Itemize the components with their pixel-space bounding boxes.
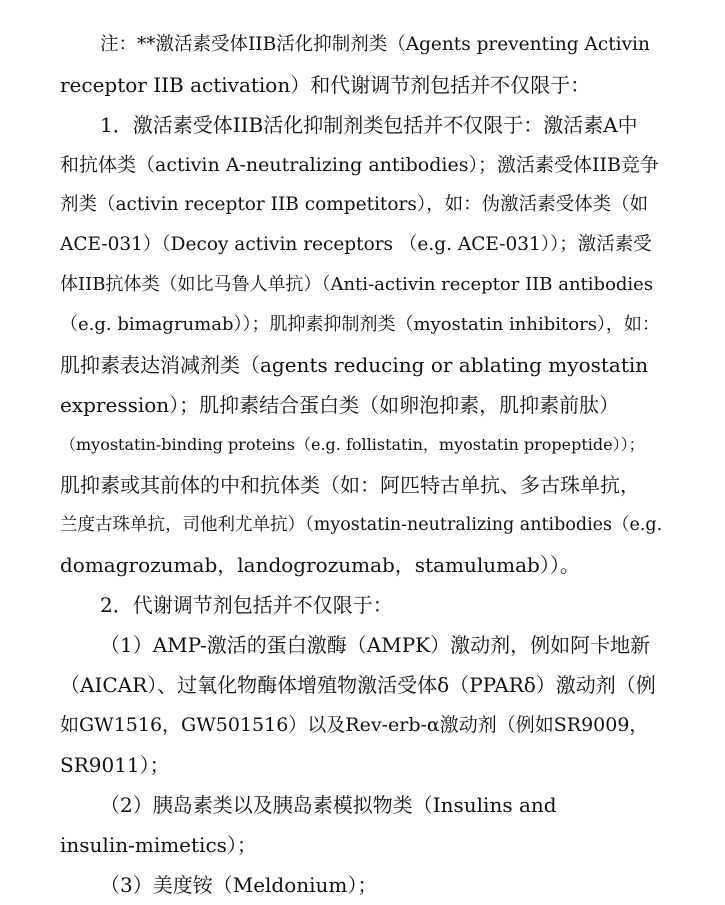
text-line: SR9011）； (60, 753, 170, 777)
text-line: expression）；肌抑素结合蛋白类（如卵泡抑素，肌抑素前肽） (60, 393, 620, 417)
text-line: 肌抑素或其前体的中和抗体类（如：阿匹特古单抗、多古珠单抗， (60, 473, 640, 497)
text-line: insulin-mimetics）； (60, 833, 257, 857)
text-line: （2）胰岛素类以及胰岛素模拟物类（Insulins and (100, 793, 557, 817)
text-line: （e.g. bimagrumab））；肌抑素抑制剂类（myostatin inhibitors），如： (60, 314, 660, 335)
text-line: 肌抑素表达消减剂类（agents reducing or ablating myostatin (60, 353, 649, 377)
text-line: 剂类（activin receptor IIB competitors），如：伪激活素受体类（如 (60, 194, 649, 215)
text-line: 如GW1516，GW501516）以及Rev-erb-α激动剂（例如SR9009， (60, 714, 649, 736)
text-line: 2．代谢调节剂包括并不仅限于： (100, 593, 393, 617)
text-line: 体IIB抗体类（如比马鲁人单抗）（Anti-activin receptor IIB antibodies (60, 274, 654, 295)
text-line: ACE-031）（Decoy activin receptors （e.g. ACE-031））；激活素受 (60, 234, 652, 255)
text-line: （myostatin-binding proteins（e.g. follistatin，myostatin propeptide））； (60, 435, 645, 454)
text-line: 1．激活素受体IIB活化抑制剂类包括并不仅限于：激活素A中 (100, 113, 638, 137)
text-line: （3）美度铵（Meldonium）； (100, 873, 378, 897)
text-line: 和抗体类（activin A-neutralizing antibodies）；激活素受体IIB竞争 (60, 154, 659, 176)
text-line: （AICAR）、过氧化物酶体增殖物激活受体δ（PPARδ）激动剂（例 (60, 673, 656, 697)
text-line: domagrozumab，landogrozumab，stamulumab））。 (60, 553, 580, 577)
text-line: 注：**激活素受体IIB活化抑制剂类（Agents preventing Activin (100, 34, 650, 55)
text-line: 兰度古珠单抗，司他利尤单抗）（myostatin-neutralizing antibodies（e.g. (60, 515, 663, 535)
text-line: （1）AMP-激活的蛋白激酶（AMPK）激动剂，例如阿卡地新 (100, 633, 651, 657)
text-line: receptor IIB activation）和代谢调节剂包括并不仅限于： (60, 73, 591, 97)
